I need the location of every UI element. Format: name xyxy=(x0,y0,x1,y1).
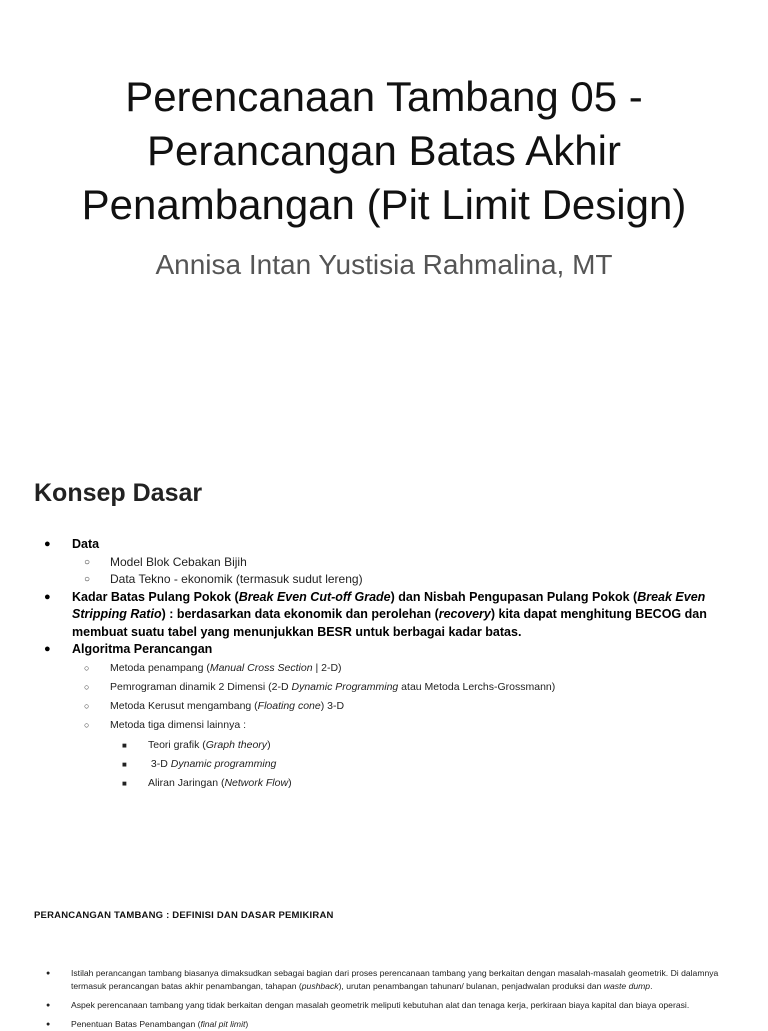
slide-title-line-1: Perencanaan Tambang 05 - xyxy=(125,73,643,120)
italic-term: Floating cone xyxy=(257,700,321,713)
list-item-3d-method xyxy=(0,774,768,793)
bullet-circle-icon: ○ xyxy=(84,720,90,731)
bullet-circle-icon: ○ xyxy=(84,574,91,585)
slide-title-line-2: Perancangan Batas Akhir xyxy=(147,127,621,174)
italic-term: pushback xyxy=(301,981,339,991)
text-run: ) xyxy=(245,1019,249,1029)
list-item-data-sub xyxy=(0,554,768,572)
page2-bullet-list xyxy=(0,967,768,1031)
bullet-circle-icon: ○ xyxy=(84,556,91,568)
text-run: Kadar Batas Pulang Pokok ( xyxy=(72,589,239,604)
text-run: Metoda penampang ( xyxy=(110,661,210,674)
text-run: . xyxy=(650,981,653,991)
bullet-disc-icon: ● xyxy=(46,1002,51,1009)
text-run: ) xyxy=(288,777,292,790)
title-slide xyxy=(0,0,768,440)
list-item xyxy=(0,1018,768,1031)
list-item-algo-method xyxy=(0,678,768,697)
list-item-algo-method xyxy=(0,659,768,678)
list-item-algoritma xyxy=(0,641,768,659)
text-run: ) 3-D xyxy=(320,700,345,713)
list-item-kadar-batas xyxy=(0,589,768,642)
italic-term: final pit limit xyxy=(200,1019,246,1029)
list-item-data-sub xyxy=(0,571,768,589)
italic-term: Dynamic Programming xyxy=(291,680,399,693)
list-item-algo-method xyxy=(0,697,768,716)
bullet-disc-icon: ● xyxy=(44,538,51,550)
bullet-square-icon: ■ xyxy=(122,759,127,769)
italic-term: Break Even Stripping Ratio xyxy=(72,589,706,621)
text-run: ), urutan penambangan tahunan/ bulanan, penjadwalan produksi dan xyxy=(338,981,604,991)
text-run: ) : berdasarkan data ekonomik dan perolehan ( xyxy=(161,607,439,621)
text-run: Aspek perencanaan tambang yang tidak berkaitan dengan masalah geometrik meliputi kebutuhan alat dan tenaga kerja, perkiraan biaya kapital dan biaya operasi. xyxy=(71,1000,690,1010)
italic-term: Network Flow xyxy=(224,777,289,790)
italic-term: waste dump xyxy=(603,981,651,991)
text-run: Istilah perancangan tambang biasanya dimaksudkan sebagai bagian dari proses perencanaan tambang yang berkaitan dengan masalah-masalah geometrik. Di dalamnya termasuk perancangan batas akhir penambangan, tahapan ( xyxy=(71,968,719,991)
slide-title xyxy=(20,70,748,232)
bullet-circle-icon: ○ xyxy=(84,662,90,673)
text-run: ) dan Nisbah Pengupasan Pulang Pokok ( xyxy=(390,589,638,604)
text-run: ) kita dapat menghitung BECOG dan membuat suatu tabel yang menunjukkan BESR untuk berbagai kadar batas. xyxy=(72,607,707,639)
text-run: Metoda Kerusut mengambang ( xyxy=(110,700,258,713)
text-run: atau Metoda Lerchs-Grossmann) xyxy=(398,680,556,693)
list-item-label: Algoritma Perancangan xyxy=(72,642,213,656)
slide-author: Annisa Intan Yustisia Rahmalina, MT xyxy=(155,249,613,280)
text-run: Pemrograman dinamik 2 Dimensi (2-D xyxy=(110,680,292,693)
page2-heading: PERANCANGAN TAMBANG : DEFINISI DAN DASAR PEMIKIRAN xyxy=(34,910,334,921)
text-run: ) xyxy=(267,738,271,751)
italic-term: Break Even Cut-off Grade xyxy=(238,589,391,604)
bullet-disc-icon: ● xyxy=(46,970,51,977)
list-item xyxy=(0,999,768,1012)
text-run: Penentuan Batas Penambangan ( xyxy=(71,1019,201,1029)
bullet-circle-icon: ○ xyxy=(84,701,90,712)
italic-term: Graph theory xyxy=(205,738,268,751)
text-run: Aliran Jaringan ( xyxy=(148,777,225,790)
bullet-disc-icon: ● xyxy=(46,1021,51,1028)
italic-term: Manual Cross Section xyxy=(209,661,313,674)
list-item-algo-method xyxy=(0,716,768,735)
section-title: Konsep Dasar xyxy=(34,479,203,507)
concept-bullet-list xyxy=(0,536,768,794)
bullet-circle-icon: ○ xyxy=(84,681,90,692)
bullet-square-icon: ■ xyxy=(122,779,127,789)
list-item-label: Model Blok Cebakan Bijih xyxy=(110,554,247,569)
list-item xyxy=(0,967,768,993)
list-item-3d-method xyxy=(0,736,768,755)
list-item-label: Data xyxy=(72,537,100,551)
list-item-label: Data Tekno - ekonomik (termasuk sudut lereng) xyxy=(110,572,363,586)
bullet-disc-icon: ● xyxy=(44,643,51,655)
text-run: 3-D xyxy=(148,757,171,770)
italic-term: recovery xyxy=(438,607,491,621)
slide-title-line-3: Penambangan (Pit Limit Design) xyxy=(81,181,687,228)
italic-term: Dynamic programming xyxy=(170,757,277,770)
text-run: Metoda tiga dimensi lainnya : xyxy=(110,719,246,732)
list-item-3d-method xyxy=(0,755,768,774)
bullet-disc-icon: ● xyxy=(44,590,51,603)
list-item-data xyxy=(0,536,768,554)
bullet-square-icon: ■ xyxy=(122,740,127,750)
text-run: Teori grafik ( xyxy=(148,738,206,751)
text-run: | 2-D) xyxy=(312,661,342,674)
